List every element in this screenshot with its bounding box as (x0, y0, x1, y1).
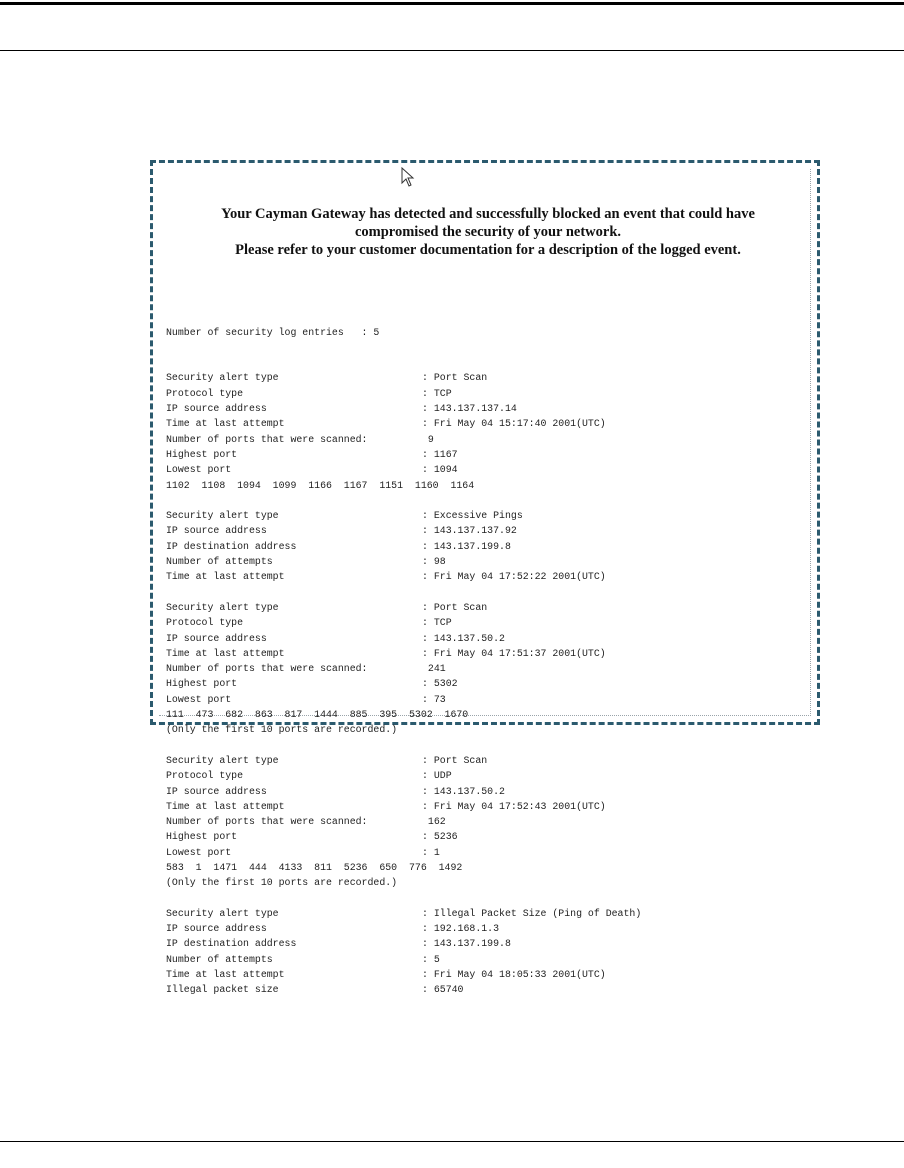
log-field-label: Security alert type (166, 754, 279, 766)
log-field-row (166, 554, 806, 569)
log-field-row (166, 569, 806, 584)
log-field-row (166, 462, 806, 477)
ports-recorded-note: (Only the first 10 ports are recorded.) (166, 877, 398, 889)
log-field-row (166, 784, 806, 799)
log-field-row (166, 982, 806, 997)
log-field-value: : UDP (422, 770, 452, 782)
page-header-rule (0, 50, 904, 51)
log-field-row (166, 539, 806, 554)
log-field-label: Number of ports that were scanned: (166, 816, 368, 828)
log-field-value: : 143.137.50.2 (422, 785, 505, 797)
log-field-value: : 5302 (422, 678, 458, 690)
log-field-value: : Fri May 04 17:52:22 2001(UTC) (422, 571, 606, 583)
log-field-value: : Port Scan (422, 601, 488, 613)
header-line: Your Cayman Gateway has detected and successfully blocked an event that could have (221, 206, 755, 222)
log-field-value: : TCP (422, 617, 452, 629)
log-field-value: 241 (422, 663, 446, 675)
header-line: compromised the security of your network. (354, 224, 622, 240)
log-field-label: Time at last attempt (166, 418, 285, 430)
log-field-row (166, 692, 806, 707)
log-field-label: Number of attempts (166, 556, 273, 568)
log-field-label: Illegal packet size (166, 984, 279, 996)
log-field-label: Lowest port (166, 846, 232, 858)
log-field-value: : 143.137.50.2 (422, 632, 505, 644)
scanned-ports-list: 1102 1108 1094 1099 1166 1167 1151 1160 1164 (166, 479, 475, 491)
log-field-row (166, 967, 806, 982)
log-field-label: Number of ports that were scanned: (166, 663, 368, 675)
log-field-value: : Port Scan (422, 372, 488, 384)
log-field-row (166, 401, 806, 416)
log-field-value: : Excessive Pings (422, 510, 523, 522)
log-field-value: : 98 (422, 556, 446, 568)
log-field-row (166, 952, 806, 967)
log-field-label: IP source address (166, 632, 267, 644)
header-line: Please refer to your customer documentation for a description of the logged event. (235, 242, 741, 258)
log-field-label: IP destination address (166, 540, 297, 552)
log-field-value: : Illegal Packet Size (Ping of Death) (422, 907, 642, 919)
log-field-label: Security alert type (166, 907, 279, 919)
log-field-row (166, 906, 806, 921)
log-field-value: : 1167 (422, 448, 458, 460)
log-field-row (166, 370, 806, 385)
log-field-label: Security alert type (166, 372, 279, 384)
log-field-label: Lowest port (166, 464, 232, 476)
log-field-value: : 5236 (422, 831, 458, 843)
log-field-label: Time at last attempt (166, 571, 285, 583)
log-field-row (166, 753, 806, 768)
log-field-row (166, 676, 806, 691)
security-alert-header (156, 205, 820, 259)
log-field-label: Highest port (166, 831, 238, 843)
log-field-label: Time at last attempt (166, 800, 285, 812)
log-field-row (166, 615, 806, 630)
page-footer-rule (0, 1141, 904, 1142)
log-field-label: Protocol type (166, 387, 244, 399)
log-field-row (166, 829, 806, 844)
log-field-label: IP source address (166, 403, 267, 415)
log-field-label: Number of ports that were scanned: (166, 433, 368, 445)
log-field-row (166, 661, 806, 676)
log-field-row (166, 845, 806, 860)
log-field-label: Highest port (166, 678, 238, 690)
log-field-value: : Fri May 04 17:52:43 2001(UTC) (422, 800, 606, 812)
log-field-value: : 65740 (422, 984, 464, 996)
log-field-label: Highest port (166, 448, 238, 460)
log-field-value: : 143.137.137.14 (422, 403, 517, 415)
log-field-value: 162 (422, 816, 446, 828)
log-field-row (166, 799, 806, 814)
log-field-value: : 5 (422, 953, 440, 965)
page-top-rule (0, 2, 904, 5)
security-log (166, 294, 806, 998)
log-field-value: : Fri May 04 17:51:37 2001(UTC) (422, 647, 606, 659)
log-field-label: Lowest port (166, 693, 232, 705)
log-field-row (166, 523, 806, 538)
log-field-label: Protocol type (166, 617, 244, 629)
log-field-row (166, 921, 806, 936)
log-field-row (166, 386, 806, 401)
log-field-row (166, 600, 806, 615)
log-field-label: Time at last attempt (166, 647, 285, 659)
log-field-label: IP source address (166, 923, 267, 935)
log-field-label: Security alert type (166, 601, 279, 613)
log-field-row (166, 416, 806, 431)
log-spacer (166, 891, 806, 906)
log-field-label: Protocol type (166, 770, 244, 782)
log-field-value: : 192.168.1.3 (422, 923, 500, 935)
log-field-row (166, 768, 806, 783)
log-field-value: : TCP (422, 387, 452, 399)
log-field-label: Time at last attempt (166, 969, 285, 981)
scanned-ports-list: 583 1 1471 444 4133 811 5236 650 776 1492 (166, 861, 463, 873)
log-field-label: Security alert type (166, 510, 279, 522)
log-spacer (166, 738, 806, 753)
log-entry-count-value: 5 (373, 326, 380, 338)
log-field-value: : Port Scan (422, 754, 488, 766)
mouse-pointer-icon (401, 167, 417, 189)
log-field-row (166, 432, 806, 447)
log-field-row (166, 447, 806, 462)
log-field-value: : 143.137.137.92 (422, 525, 517, 537)
log-field-row (166, 508, 806, 523)
log-field-row (166, 936, 806, 951)
log-field-value: : Fri May 04 15:17:40 2001(UTC) (422, 418, 606, 430)
ports-recorded-note: (Only the first 10 ports are recorded.) (166, 724, 398, 736)
scanned-ports-list: 111 473 682 863 817 1444 885 395 5302 1670 (166, 709, 469, 721)
log-field-value: 9 (422, 433, 434, 445)
log-field-row (166, 814, 806, 829)
log-field-value: : 1 (422, 846, 440, 858)
log-entry-count (166, 325, 806, 340)
log-field-value: : 1094 (422, 464, 458, 476)
log-field-value: : 143.137.199.8 (422, 540, 511, 552)
log-field-value: : Fri May 04 18:05:33 2001(UTC) (422, 969, 606, 981)
log-field-value: : 73 (422, 693, 446, 705)
log-field-label: IP destination address (166, 938, 297, 950)
log-spacer (166, 493, 806, 508)
log-field-label: IP source address (166, 785, 267, 797)
log-field-label: IP source address (166, 525, 267, 537)
log-entry-count-label: Number of security log entries (166, 326, 344, 338)
log-field-label: Number of attempts (166, 953, 273, 965)
log-spacer (166, 585, 806, 600)
log-spacer (166, 355, 806, 370)
log-field-row (166, 646, 806, 661)
log-field-row (166, 631, 806, 646)
log-field-value: : 143.137.199.8 (422, 938, 511, 950)
log-entry-count-separator: : (343, 326, 374, 338)
